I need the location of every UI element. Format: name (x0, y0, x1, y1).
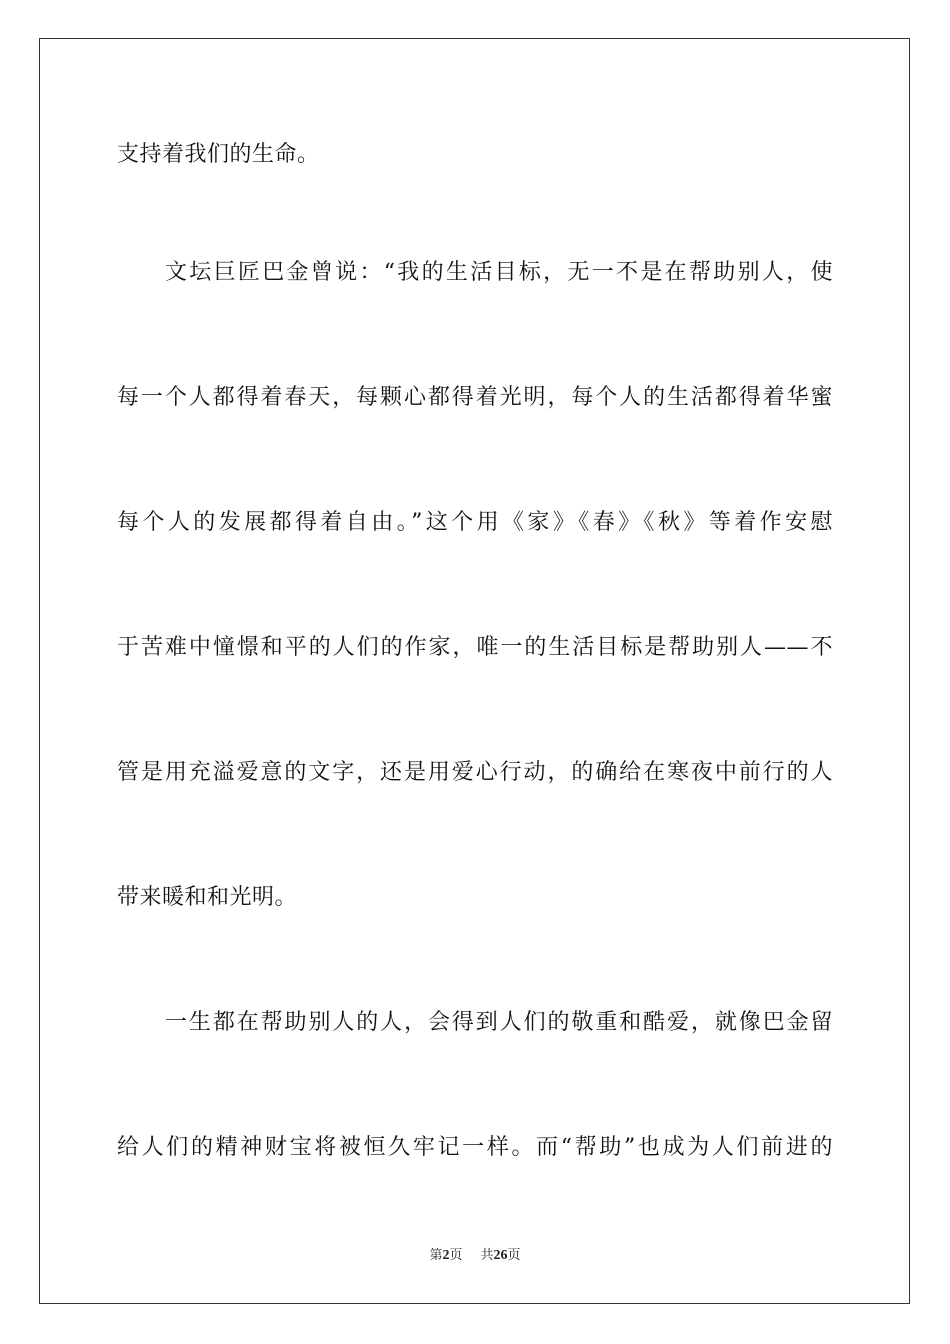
paragraph-3-line-1: 一生都在帮助别人的人，会得到人们的敬重和酷爱，就像巴金留 (165, 1010, 833, 1035)
paragraph-3-line-2: 给人们的精神财宝将被恒久牢记一样。而“帮助”也成为人们前进的 (117, 1135, 833, 1160)
text-line-1: 支持着我们的生命。 (117, 142, 320, 167)
page-border (39, 38, 910, 1304)
page-suffix: 页 (449, 1248, 463, 1263)
total-prefix: 共 (480, 1248, 494, 1263)
page-number: 2 (442, 1248, 450, 1263)
total-suffix: 页 (507, 1248, 521, 1263)
paragraph-2-line-3: 每个人的发展都得着自由。”这个用《家》《春》《秋》等着作安慰 (117, 510, 833, 535)
paragraph-2-line-5: 管是用充溢爱意的文字，还是用爱心行动，的确给在寒夜中前行的人 (117, 760, 833, 785)
paragraph-2-line-2: 每一个人都得着春天，每颗心都得着光明，每个人的生活都得着华蜜 (117, 385, 833, 410)
total-pages: 26 (493, 1248, 508, 1263)
paragraph-2-line-6: 带来暖和和光明。 (117, 885, 298, 910)
paragraph-2-line-4: 于苦难中憧憬和平的人们的作家，唯一的生活目标是帮助别人——不 (117, 635, 833, 660)
paragraph-2-line-1: 文坛巨匠巴金曾说：“我的生活目标，无一不是在帮助别人，使 (165, 260, 833, 285)
page-footer (0, 1247, 950, 1265)
page-prefix: 第 (429, 1248, 443, 1263)
